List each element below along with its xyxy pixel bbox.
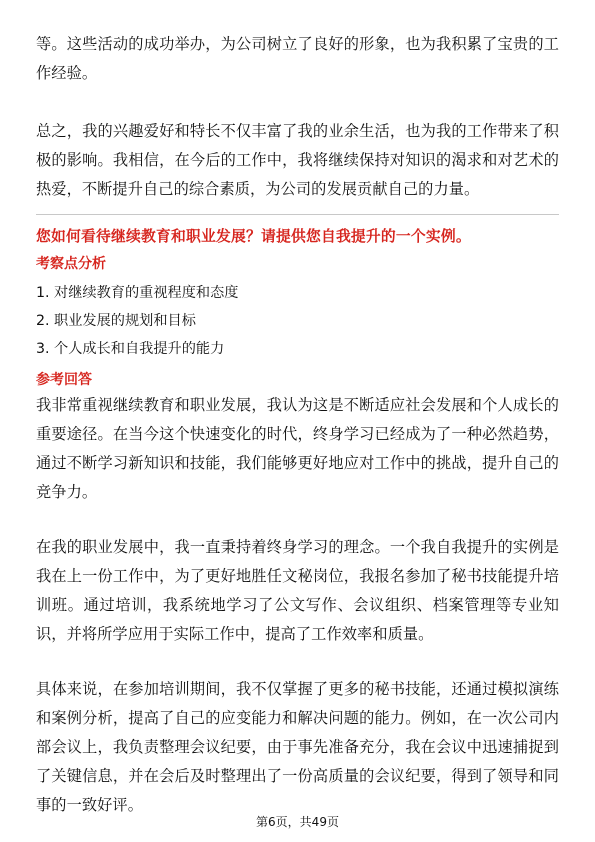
section-divider [36, 214, 559, 215]
analysis-point: 3. 个人成长和自我提升的能力 [36, 341, 225, 357]
analysis-heading: 考察点分析 [36, 256, 106, 272]
analysis-point: 2. 职业发展的规划和目标 [36, 313, 196, 329]
answer-paragraph-1: 我非常重视继续教育和职业发展，我认为这是不断适应社会发展和个人成长的重要途径。在当今这个快速变化的时代，终身学习已经成为了一种必然趋势，通过不断学习新知识和技能，我们能够更好地应对工作中的挑战，提升自己的竞争力。 [36, 396, 559, 501]
page-content [36, 30, 559, 820]
interview-question: 您如何看待继续教育和职业发展？请提供您自我提升的一个实例。 [36, 228, 471, 245]
page-number-footer: 第6页，共49页 [256, 815, 339, 829]
analysis-point: 1. 对继续教育的重视程度和态度 [36, 285, 239, 301]
answer-paragraph-3: 具体来说，在参加培训期间，我不仅掌握了更多的秘书技能，还通过模拟演练和案例分析，提高了自己的应变能力和解决问题的能力。例如，在一次公司内部会议上，我负责整理会议纪要，由于事先准备充分，我在会议中迅速捕捉到了关键信息，并在会后及时整理出了一份高质量的会议纪要，得到了领导和同事的一致好评。 [36, 680, 559, 814]
answer-heading: 参考回答 [36, 372, 92, 388]
answer-paragraph-2: 在我的职业发展中，我一直秉持着终身学习的理念。一个我自我提升的实例是我在上一份工作中，为了更好地胜任文秘岗位，我报名参加了秘书技能提升培训班。通过培训，我系统地学习了公文写作、会议组织、档案管理等专业知识，并将所学应用于实际工作中，提高了工作效率和质量。 [36, 538, 559, 643]
intro-paragraph-1: 等。这些活动的成功举办，为公司树立了良好的形象，也为我积累了宝贵的工作经验。 [36, 35, 559, 82]
intro-paragraph-2: 总之，我的兴趣爱好和特长不仅丰富了我的业余生活，也为我的工作带来了积极的影响。我相信，在今后的工作中，我将继续保持对知识的渴求和对艺术的热爱，不断提升自己的综合素质，为公司的发展贡献自己的力量。 [36, 122, 559, 198]
analysis-points-list [36, 279, 559, 363]
